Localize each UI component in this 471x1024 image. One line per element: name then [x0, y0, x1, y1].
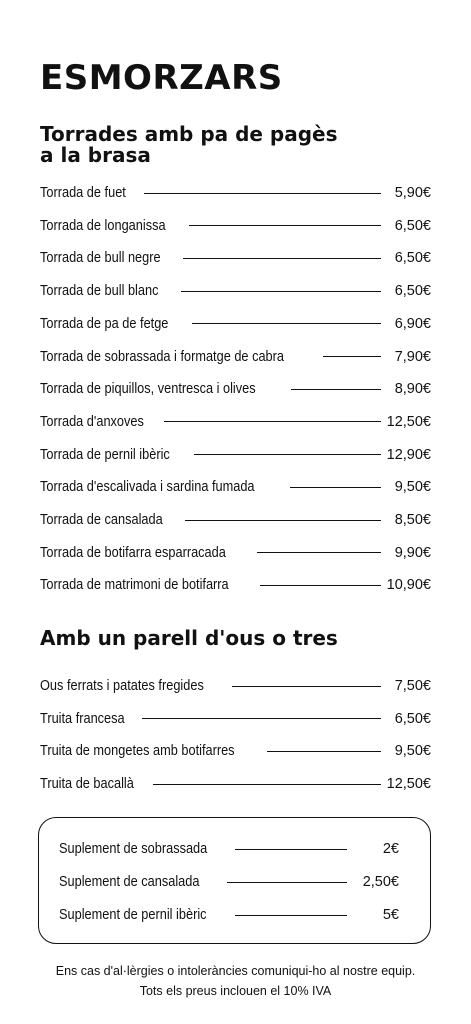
- supplement-price: 2€: [382, 841, 399, 857]
- menu-item-price: 12,90€: [386, 446, 431, 463]
- leader-line: [235, 849, 347, 850]
- menu-item-price: 6,90€: [394, 315, 431, 332]
- menu-item-name: Torrada de matrimoni de botifarra: [40, 577, 229, 594]
- supplement-name: Suplement de pernil ibèric: [59, 907, 207, 923]
- menu-item-name: Torrada d'anxoves: [40, 413, 144, 430]
- leader-line: [267, 751, 381, 752]
- menu-item-price: 6,50€: [394, 283, 431, 300]
- supplement-item: [59, 837, 399, 861]
- menu-item-price: 9,50€: [394, 743, 431, 760]
- menu-item-name: Torrada d'escalivada i sardina fumada: [40, 479, 255, 496]
- supplements-box: [38, 817, 431, 944]
- leader-line: [183, 258, 381, 259]
- menu-item: [40, 443, 431, 467]
- section-title-line: Torrades amb pa de pagès: [40, 122, 338, 146]
- leader-line: [291, 389, 381, 390]
- menu-item-name: Torrada de sobrassada i formatge de cabra: [40, 348, 285, 365]
- supplement-name: Suplement de sobrassada: [59, 841, 208, 857]
- menu-item-name: Torrada de cansalada: [40, 512, 163, 528]
- menu-item-price: 7,50€: [394, 678, 431, 694]
- menu-item: [40, 739, 431, 763]
- leader-line: [235, 915, 347, 916]
- supplement-name: Suplement de cansalada: [59, 874, 200, 890]
- menu-item-name: Torrada de longanissa: [40, 217, 166, 234]
- supplement-price: 2,50€: [362, 874, 399, 890]
- menu-item-price: 8,90€: [394, 381, 431, 398]
- menu-item-price: 6,50€: [394, 217, 431, 234]
- leader-line: [185, 520, 381, 521]
- menu-item: [40, 475, 431, 499]
- menu-title: ESMORZARS: [40, 58, 283, 98]
- leader-line: [189, 225, 381, 226]
- menu-item-price: 10,90€: [386, 577, 431, 594]
- allergy-note: Ens cas d'al·lèrgies o intoleràncies comuniqui-ho al nostre equip.: [55, 964, 416, 978]
- menu-item-name: Torrada de pernil ibèric: [40, 446, 170, 463]
- menu-item: [40, 772, 431, 796]
- leader-line: [194, 454, 381, 455]
- leader-line: [260, 585, 380, 586]
- leader-line: [290, 487, 381, 488]
- leader-line: [232, 686, 381, 687]
- section-title-line: Amb un parell d'ous o tres: [40, 626, 338, 650]
- vat-note: Tots els preus inclouen el 10% IVA: [139, 984, 332, 998]
- menu-item-name: Torrada de piquillos, ventresca i olives: [40, 381, 256, 398]
- section-title-line: a la brasa: [40, 143, 151, 167]
- menu-item: [40, 312, 431, 336]
- menu-item-name: Ous ferrats i patates fregides: [40, 678, 204, 694]
- menu-item-price: 8,50€: [394, 512, 431, 528]
- menu-item: [40, 573, 431, 597]
- menu-item-name: Truita de mongetes amb botifarres: [40, 743, 235, 760]
- leader-line: [181, 291, 381, 292]
- section-title-torrades: [40, 124, 338, 166]
- menu-item-price: 12,50€: [386, 776, 431, 793]
- menu-item: [40, 279, 431, 303]
- leader-line: [144, 193, 381, 194]
- menu-item-price: 6,50€: [394, 710, 431, 727]
- menu-item: [40, 508, 431, 532]
- menu-item: [40, 181, 431, 205]
- supplement-item: [59, 903, 399, 927]
- menu-item-name: Torrada de bull negre: [40, 250, 161, 267]
- menu-item-name: Truita de bacallà: [40, 776, 134, 793]
- menu-item-price: 5,90€: [394, 185, 431, 201]
- menu-item: [40, 345, 431, 369]
- menu-item-price: 7,90€: [394, 348, 431, 365]
- menu-item: [40, 410, 431, 434]
- menu-item-name: Torrada de bull blanc: [40, 283, 159, 300]
- leader-line: [142, 718, 381, 719]
- menu-item-name: Torrada de fuet: [40, 185, 126, 201]
- leader-line: [192, 323, 381, 324]
- leader-line: [227, 882, 347, 883]
- section-title-ous: [40, 628, 338, 649]
- menu-item-price: 12,50€: [386, 413, 431, 430]
- leader-line: [164, 421, 381, 422]
- menu-item: [40, 246, 431, 270]
- menu-item-name: Torrada de botifarra esparracada: [40, 544, 226, 561]
- menu-item: [40, 541, 431, 565]
- menu-item-price: 9,90€: [394, 544, 431, 561]
- menu-item-name: Truita francesa: [40, 710, 125, 727]
- menu-item-name: Torrada de pa de fetge: [40, 315, 169, 332]
- supplement-item: [59, 870, 399, 894]
- menu-item: [40, 674, 431, 698]
- leader-line: [257, 552, 381, 553]
- leader-line: [323, 356, 381, 357]
- menu-item: [40, 707, 431, 731]
- leader-line: [153, 784, 381, 785]
- menu-item-price: 6,50€: [394, 250, 431, 267]
- menu-item-price: 9,50€: [394, 479, 431, 496]
- menu-item: [40, 214, 431, 238]
- supplement-price: 5€: [382, 907, 399, 923]
- menu-item: [40, 377, 431, 401]
